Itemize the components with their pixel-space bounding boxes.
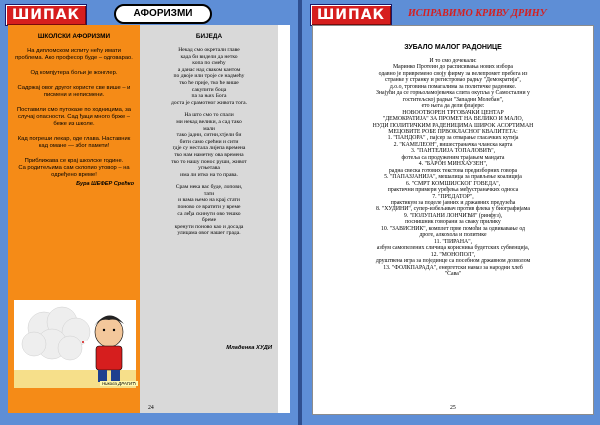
article-line: 13. "ФОЛКПАРАДА", енергетски намаз за народни хлеб (383, 264, 523, 271)
sipak-logo: ШИПАК (5, 4, 87, 26)
article-line: 8. "ХУДИНИ", супер-избељивач против флека у биографијама (376, 206, 530, 213)
article-line: 11. "ПИРАНА", (433, 238, 473, 245)
article-line: 5. "ПАПАЗЈАНИЈА", мешалица за прављење коалиција (384, 174, 522, 181)
article-line: ето њега да дели флајере: (421, 103, 485, 110)
school-aphorisms-title: ШКОЛСКИ АФОРИЗМИ (37, 33, 111, 40)
page-number-left: 24 (148, 405, 154, 411)
article-line: 2. "КАМЕЛЕОН", вишестраначка чланска карта (393, 141, 513, 148)
article-line: странке у странку и регистровао радњу "Демократија", (385, 77, 521, 84)
article-line: фотеља са продуженим трајањем мандата (401, 154, 505, 161)
article-line: поснишник говорани за сваку прилику (405, 219, 501, 226)
article-line: 12. "МОНОПОЛ", (430, 251, 476, 258)
aphorism-2: Од компјутера бољи је жонглер. (30, 70, 118, 76)
right-content-area (312, 25, 594, 415)
smoking-boy-cartoon (14, 300, 136, 388)
aphorism-6: Приближава се крај школске године. Са родитељима сам склопио утовор – на одређено време! (18, 158, 130, 178)
article-line: "ДЕМОКРАТИЈА" ЗА ПРОМЕТ НА ВЕЛИКО И МАЛО, (382, 116, 524, 123)
article-line: 6. "СМРТ КОМШИЈСКОГ ГОВЕДА", (405, 180, 501, 187)
poverty-poem-column (140, 25, 278, 413)
article-line: НУДИ ПОЛИТИЧКИМ РАДЕНИЦИМА ШИРОК АСОРТИМАН (372, 122, 534, 129)
page-number-right: 25 (450, 405, 456, 411)
article-line: 10. "ЗАВИСНИК", комплет прве помоћи за одвикавање од (381, 225, 525, 232)
article-line: практични примери уређења међустраначких односа (387, 187, 519, 194)
article-line: 1. "ПАНДОРА" , пајсер за отварање гласачких кутија (387, 135, 519, 142)
article-line: НОВООТВОРЕН ТРГОВАЧКИ ЦЕНТАР (402, 109, 504, 116)
article-line: 9. "ПОЛУПАНИ ЛОНЧИЋИ" (ринфуз), (403, 212, 503, 219)
poem-stanza-3: Срам нека вас буде, лопови, тати и вама њемо на крај стати поново се вратити у време са леђа скинути ово тешко бреме кренути поново као и досада улицама овог нашег града. (174, 184, 244, 237)
aphorism-4: Поставили смо путокaзе по ходницима, за случај опасности. Сад ђаци много брже – беже из школе. (16, 107, 131, 127)
article-line: Маринко Протеин до расписивања нових избора (393, 64, 513, 71)
poem-stanza-2: На што смо то спали ми некад велики, а сад тако мали тако јадни, ситни,хтјели би бити само срећни и сити гдје су нестала лијепа времена тко нам наметну ова времена тко то нашу понос руши, живот угњетава има ли итко на то права. (171, 112, 247, 178)
aphorism-5: Кад погреши лекар, оде глава. Наставник кад омане — због памети! (17, 136, 131, 149)
article-line: "Сава" (444, 270, 462, 277)
poverty-poem-title: БИЈЕДА (195, 33, 223, 40)
article-line: 3. "ПАНТЕЛИЈА ТОПАЛОВИЋ", (410, 148, 496, 155)
article-line: практикум за поделе јавних и државних предузећа (390, 199, 516, 206)
fix-crooked-drina-banner: ИСПРАВИМО КРИВУ ДРИНУ (408, 8, 547, 19)
right-page (300, 0, 600, 425)
aphorism-3: Садржај овог другог користе све више – и писмени и неписмени. (17, 85, 131, 98)
article-line: И то смо дочекали: (429, 58, 477, 64)
article-body (313, 58, 593, 277)
article-line: радна свеска готових текстова предизборних говора (388, 167, 518, 174)
article-line: гоститељској радњи "Западни Молебан", (402, 96, 504, 103)
poem-author: Младенка ХУДИ (226, 345, 272, 351)
article-line: Знајући да се горњоламојевачка слита окупља у Самостални у (376, 90, 530, 97)
article-line: 7. "ПРЕДАТОР", (432, 193, 474, 200)
school-aphorisms-text (8, 48, 140, 179)
sipak-logo-right: ШИПАК (310, 4, 392, 26)
poem-stanza-1: Некад смо окретали главе када би видели да нетко копа по смећу а данас над сваком кантом по двоје или троје се надмећу тко ће прије, тко ће више сакупити боца па за њих Бога доста је срамотног живота тога. (171, 47, 247, 106)
article-line: д.о.о, трговина помагалима за политичке раденике. (389, 83, 517, 90)
cartoon-signature: Никола ДРАГИЋ (102, 381, 137, 386)
aphorism-1: На дипломском испиту нећу имати проблема. Ако професор буде – одговарао. (15, 48, 133, 61)
article-line: одавно је привремено своју фирму за велепромет пребега из (378, 70, 528, 77)
article-line: дроге, алкохола и политике (419, 232, 487, 239)
article-line: 4. "БАРОН МИНХАУЗЕН", (418, 161, 488, 168)
article-line: азбум самопелених сличица корисника будетских субвенција, (376, 245, 530, 252)
poverty-poem-text (140, 47, 278, 237)
article-line: МЕЦОВИТЕ РОБЕ ПРВОКЛАСНОГ КВАЛИТЕТА: (388, 128, 518, 135)
aphorisms-author: Бура ШЕФЕР Срећко (76, 181, 134, 187)
aphorisms-banner: АФОРИЗМИ (114, 4, 212, 24)
book-spine (298, 0, 302, 425)
article-line: друштвена игра за појединце са посебном државном дозволом (375, 258, 531, 265)
article-title: ЗУБАЛО МАЛОГ РАДОНИЦЕ (404, 44, 502, 51)
